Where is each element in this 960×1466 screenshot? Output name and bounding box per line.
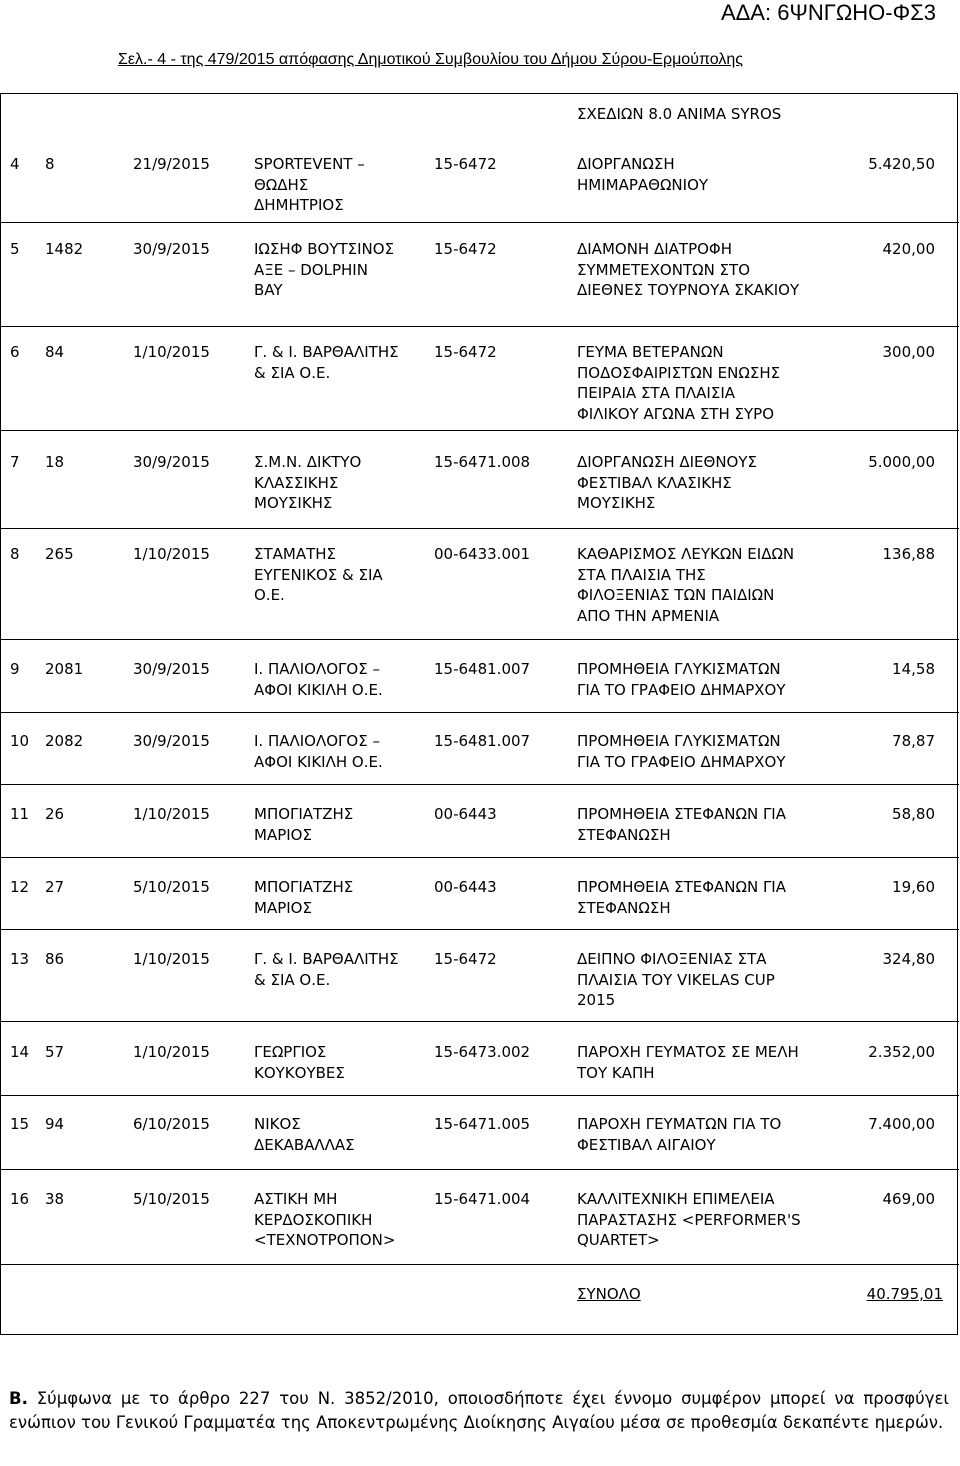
row-description: ΔΙΟΡΓΑΝΩΣΗ ΔΙΕΘΝΟΥΣ ΦΕΣΤΙΒΑΛ ΚΛΑΣΙΚΗΣ ΜΟΥΣΙΚΗΣ bbox=[577, 453, 757, 512]
row-amount: 7.400,00 bbox=[868, 1115, 935, 1133]
row-supplier: ΜΠΟΓΙΑΤΖΗΣ ΜΑΡΙΟΣ bbox=[254, 878, 354, 917]
row-divider bbox=[1, 222, 959, 223]
row-description: ΠΡΟΜΗΘΕΙΑ ΓΛΥΚΙΣΜΑΤΩΝ ΓΙΑ ΤΟ ΓΡΑΦΕΙΟ ΔΗΜΑΡΧΟΥ bbox=[577, 660, 786, 699]
row-code: 265 bbox=[45, 545, 74, 563]
row-code: 57 bbox=[45, 1043, 65, 1061]
row-kae: 15-6481.007 bbox=[434, 732, 531, 750]
row-amount: 19,60 bbox=[892, 878, 935, 896]
row-supplier: ΙΩΣΗΦ ΒΟΥΤΣΙΝΟΣ ΑΞΕ – DOLPHIN BAY bbox=[254, 240, 395, 299]
row-code: 26 bbox=[45, 805, 65, 823]
payments-table bbox=[0, 93, 958, 1335]
row-number: 16 bbox=[10, 1190, 30, 1208]
row-divider bbox=[1, 430, 959, 431]
row-number: 14 bbox=[10, 1043, 30, 1061]
row-date: 5/10/2015 bbox=[133, 878, 210, 896]
row-description: ΠΑΡΟΧΗ ΓΕΥΜΑΤΩΝ ΓΙΑ ΤΟ ΦΕΣΤΙΒΑΛ ΑΙΓΑΙΟΥ bbox=[577, 1115, 782, 1154]
row-kae: 15-6481.007 bbox=[434, 660, 531, 678]
row-amount: 324,80 bbox=[882, 950, 935, 968]
row-supplier: Γ. & Ι. ΒΑΡΘΑΛΙΤΗΣ & ΣΙΑ Ο.Ε. bbox=[254, 950, 399, 989]
page-subtitle: Σελ.- 4 - της 479/2015 απόφασης Δημοτικού Συμβουλίου του Δήμου Σύρου-Ερμούπολης bbox=[118, 51, 743, 68]
row-number: 10 bbox=[10, 732, 30, 750]
legal-footer bbox=[9, 1387, 949, 1435]
row-date: 30/9/2015 bbox=[133, 453, 210, 471]
row-kae: 15-6472 bbox=[434, 155, 497, 173]
row-divider bbox=[1, 784, 959, 785]
row-supplier: ΣΤΑΜΑΤΗΣ ΕΥΓΕΝΙΚΟΣ & ΣΙΑ Ο.Ε. bbox=[254, 545, 383, 604]
row-kae: 15-6472 bbox=[434, 343, 497, 361]
row-supplier: Ι. ΠΑΛΙΟΛΟΓΟΣ – ΑΦΟΙ ΚΙΚΙΛΗ Ο.Ε. bbox=[254, 732, 383, 771]
row-kae: 15-6471.005 bbox=[434, 1115, 531, 1133]
row-number: 8 bbox=[10, 545, 20, 563]
row-description: ΠΑΡΟΧΗ ΓΕΥΜΑΤΟΣ ΣΕ ΜΕΛΗ ΤΟΥ ΚΑΠΗ bbox=[577, 1043, 799, 1082]
row-amount: 136,88 bbox=[882, 545, 935, 563]
row-date: 6/10/2015 bbox=[133, 1115, 210, 1133]
row-kae: 15-6472 bbox=[434, 240, 497, 258]
row-description: ΔΕΙΠΝΟ ΦΙΛΟΞΕΝΙΑΣ ΣΤΑ ΠΛΑΙΣΙΑ ΤΟΥ VIKELAS CUP 2015 bbox=[577, 950, 775, 1009]
row-amount: 5.420,50 bbox=[868, 155, 935, 173]
row-date: 1/10/2015 bbox=[133, 545, 210, 563]
row-number: 11 bbox=[10, 805, 30, 823]
row-divider bbox=[1, 326, 959, 327]
row-description: ΔΙΑΜΟΝΗ ΔΙΑΤΡΟΦΗ ΣΥΜΜΕΤΕΧΟΝΤΩΝ ΣΤΟ ΔΙΕΘΝΕΣ ΤΟΥΡΝΟΥΑ ΣΚΑΚΙΟΥ bbox=[577, 240, 800, 299]
row-amount: 300,00 bbox=[882, 343, 935, 361]
row-supplier: ΓΕΩΡΓΙΟΣ ΚΟΥΚΟΥΒΕΣ bbox=[254, 1043, 345, 1082]
row-description: ΓΕΥΜΑ ΒΕΤΕΡΑΝΩΝ ΠΟΔΟΣΦΑΙΡΙΣΤΩΝ ΕΝΩΣΗΣ ΠΕΙΡΑΙΑ ΣΤΑ ΠΛΑΙΣΙΑ ΦΙΛΙΚΟΥ ΑΓΩΝΑ ΣΤΗ ΣΥΡΟ bbox=[577, 343, 781, 423]
row-divider bbox=[1, 857, 959, 858]
row-supplier: SPORTEVENT – ΘΩΔΗΣ ΔΗΜΗΤΡΙΟΣ bbox=[254, 155, 365, 214]
row-kae: 15-6471.004 bbox=[434, 1190, 531, 1208]
row-code: 18 bbox=[45, 453, 65, 471]
row-kae: 00-6433.001 bbox=[434, 545, 531, 563]
row-divider bbox=[1, 1021, 959, 1022]
row-kae: 15-6473.002 bbox=[434, 1043, 531, 1061]
row-supplier: ΝΙΚΟΣ ΔΕΚΑΒΑΛΛΑΣ bbox=[254, 1115, 355, 1154]
footer-text: Σύμφωνα με το άρθρο 227 του Ν. 3852/2010, οποιοσδήποτε έχει έννομο συμφέρον μπορεί να προσφύγει ενώπιον του Γενικού Γραμματέα της Αποκεντρωμένης Διοίκησης Αιγαίου μέσα σε προθεσμία δεκαπέντε ημερών. bbox=[9, 1389, 949, 1432]
ada-code: ΑΔΑ: 6ΨΝΓΩΗΟ-ΦΣ3 bbox=[720, 0, 936, 25]
row-code: 1482 bbox=[45, 240, 84, 258]
row-date: 1/10/2015 bbox=[133, 950, 210, 968]
row-code: 86 bbox=[45, 950, 65, 968]
row-code: 94 bbox=[45, 1115, 65, 1133]
row-date: 30/9/2015 bbox=[133, 240, 210, 258]
top-fragment: ΣΧΕΔΙΩΝ 8.0 ANIMA SYROS bbox=[577, 105, 782, 123]
row-amount: 58,80 bbox=[892, 805, 935, 823]
row-code: 27 bbox=[45, 878, 65, 896]
row-date: 5/10/2015 bbox=[133, 1190, 210, 1208]
row-supplier: Γ. & Ι. ΒΑΡΘΑΛΙΤΗΣ & ΣΙΑ Ο.Ε. bbox=[254, 343, 399, 382]
row-description: ΔΙΟΡΓΑΝΩΣΗ ΗΜΙΜΑΡΑΘΩΝΙΟΥ bbox=[577, 155, 709, 194]
row-description: ΠΡΟΜΗΘΕΙΑ ΣΤΕΦΑΝΩΝ ΓΙΑ ΣΤΕΦΑΝΩΣΗ bbox=[577, 878, 786, 917]
row-number: 6 bbox=[10, 343, 20, 361]
row-divider bbox=[1, 639, 959, 640]
row-code: 2081 bbox=[45, 660, 84, 678]
row-date: 21/9/2015 bbox=[133, 155, 210, 173]
footer-bold-prefix: Β. bbox=[9, 1389, 28, 1408]
row-supplier: ΑΣΤΙΚΗ ΜΗ ΚΕΡΔΟΣΚΟΠΙΚΗ <ΤΕΧΝΟΤΡΟΠΟΝ> bbox=[254, 1190, 396, 1249]
row-code: 8 bbox=[45, 155, 55, 173]
row-supplier: Σ.Μ.Ν. ΔΙΚΤΥΟ ΚΛΑΣΣΙΚΗΣ ΜΟΥΣΙΚΗΣ bbox=[254, 453, 362, 512]
row-kae: 00-6443 bbox=[434, 805, 497, 823]
row-number: 13 bbox=[10, 950, 30, 968]
row-amount: 78,87 bbox=[892, 732, 935, 750]
row-number: 9 bbox=[10, 660, 20, 678]
row-divider bbox=[1, 528, 959, 529]
row-number: 4 bbox=[10, 155, 20, 173]
row-description: ΚΑΘΑΡΙΣΜΟΣ ΛΕΥΚΩΝ ΕΙΔΩΝ ΣΤΑ ΠΛΑΙΣΙΑ ΤΗΣ ΦΙΛΟΞΕΝΙΑΣ ΤΩΝ ΠΑΙΔΙΩΝ ΑΠΟ ΤΗΝ ΑΡΜΕΝΙΑ bbox=[577, 545, 795, 625]
row-divider bbox=[1, 712, 959, 713]
row-supplier: Ι. ΠΑΛΙΟΛΟΓΟΣ – ΑΦΟΙ ΚΙΚΙΛΗ Ο.Ε. bbox=[254, 660, 383, 699]
row-amount: 14,58 bbox=[892, 660, 935, 678]
row-divider bbox=[1, 1095, 959, 1096]
row-kae: 15-6472 bbox=[434, 950, 497, 968]
row-code: 38 bbox=[45, 1190, 65, 1208]
total-amount: 40.795,01 bbox=[866, 1285, 943, 1303]
row-date: 1/10/2015 bbox=[133, 805, 210, 823]
row-number: 5 bbox=[10, 240, 20, 258]
row-code: 2082 bbox=[45, 732, 84, 750]
total-label: ΣΥΝΟΛΟ bbox=[577, 1285, 641, 1303]
row-divider bbox=[1, 929, 959, 930]
row-date: 1/10/2015 bbox=[133, 343, 210, 361]
row-description: ΠΡΟΜΗΘΕΙΑ ΓΛΥΚΙΣΜΑΤΩΝ ΓΙΑ ΤΟ ΓΡΑΦΕΙΟ ΔΗΜΑΡΧΟΥ bbox=[577, 732, 786, 771]
row-code: 84 bbox=[45, 343, 65, 361]
row-description: ΚΑΛΛΙΤΕΧΝΙΚΗ ΕΠΙΜΕΛΕΙΑ ΠΑΡΑΣΤΑΣΗΣ <PERFORMER'S QUARTET> bbox=[577, 1190, 801, 1249]
row-divider bbox=[1, 1169, 959, 1170]
row-kae: 15-6471.008 bbox=[434, 453, 531, 471]
row-divider bbox=[1, 1264, 959, 1265]
row-number: 12 bbox=[10, 878, 30, 896]
row-date: 30/9/2015 bbox=[133, 732, 210, 750]
row-kae: 00-6443 bbox=[434, 878, 497, 896]
row-number: 15 bbox=[10, 1115, 30, 1133]
row-number: 7 bbox=[10, 453, 20, 471]
row-amount: 5.000,00 bbox=[868, 453, 935, 471]
row-amount: 469,00 bbox=[882, 1190, 935, 1208]
row-amount: 420,00 bbox=[882, 240, 935, 258]
row-date: 1/10/2015 bbox=[133, 1043, 210, 1061]
row-description: ΠΡΟΜΗΘΕΙΑ ΣΤΕΦΑΝΩΝ ΓΙΑ ΣΤΕΦΑΝΩΣΗ bbox=[577, 805, 786, 844]
row-amount: 2.352,00 bbox=[868, 1043, 935, 1061]
row-supplier: ΜΠΟΓΙΑΤΖΗΣ ΜΑΡΙΟΣ bbox=[254, 805, 354, 844]
row-date: 30/9/2015 bbox=[133, 660, 210, 678]
